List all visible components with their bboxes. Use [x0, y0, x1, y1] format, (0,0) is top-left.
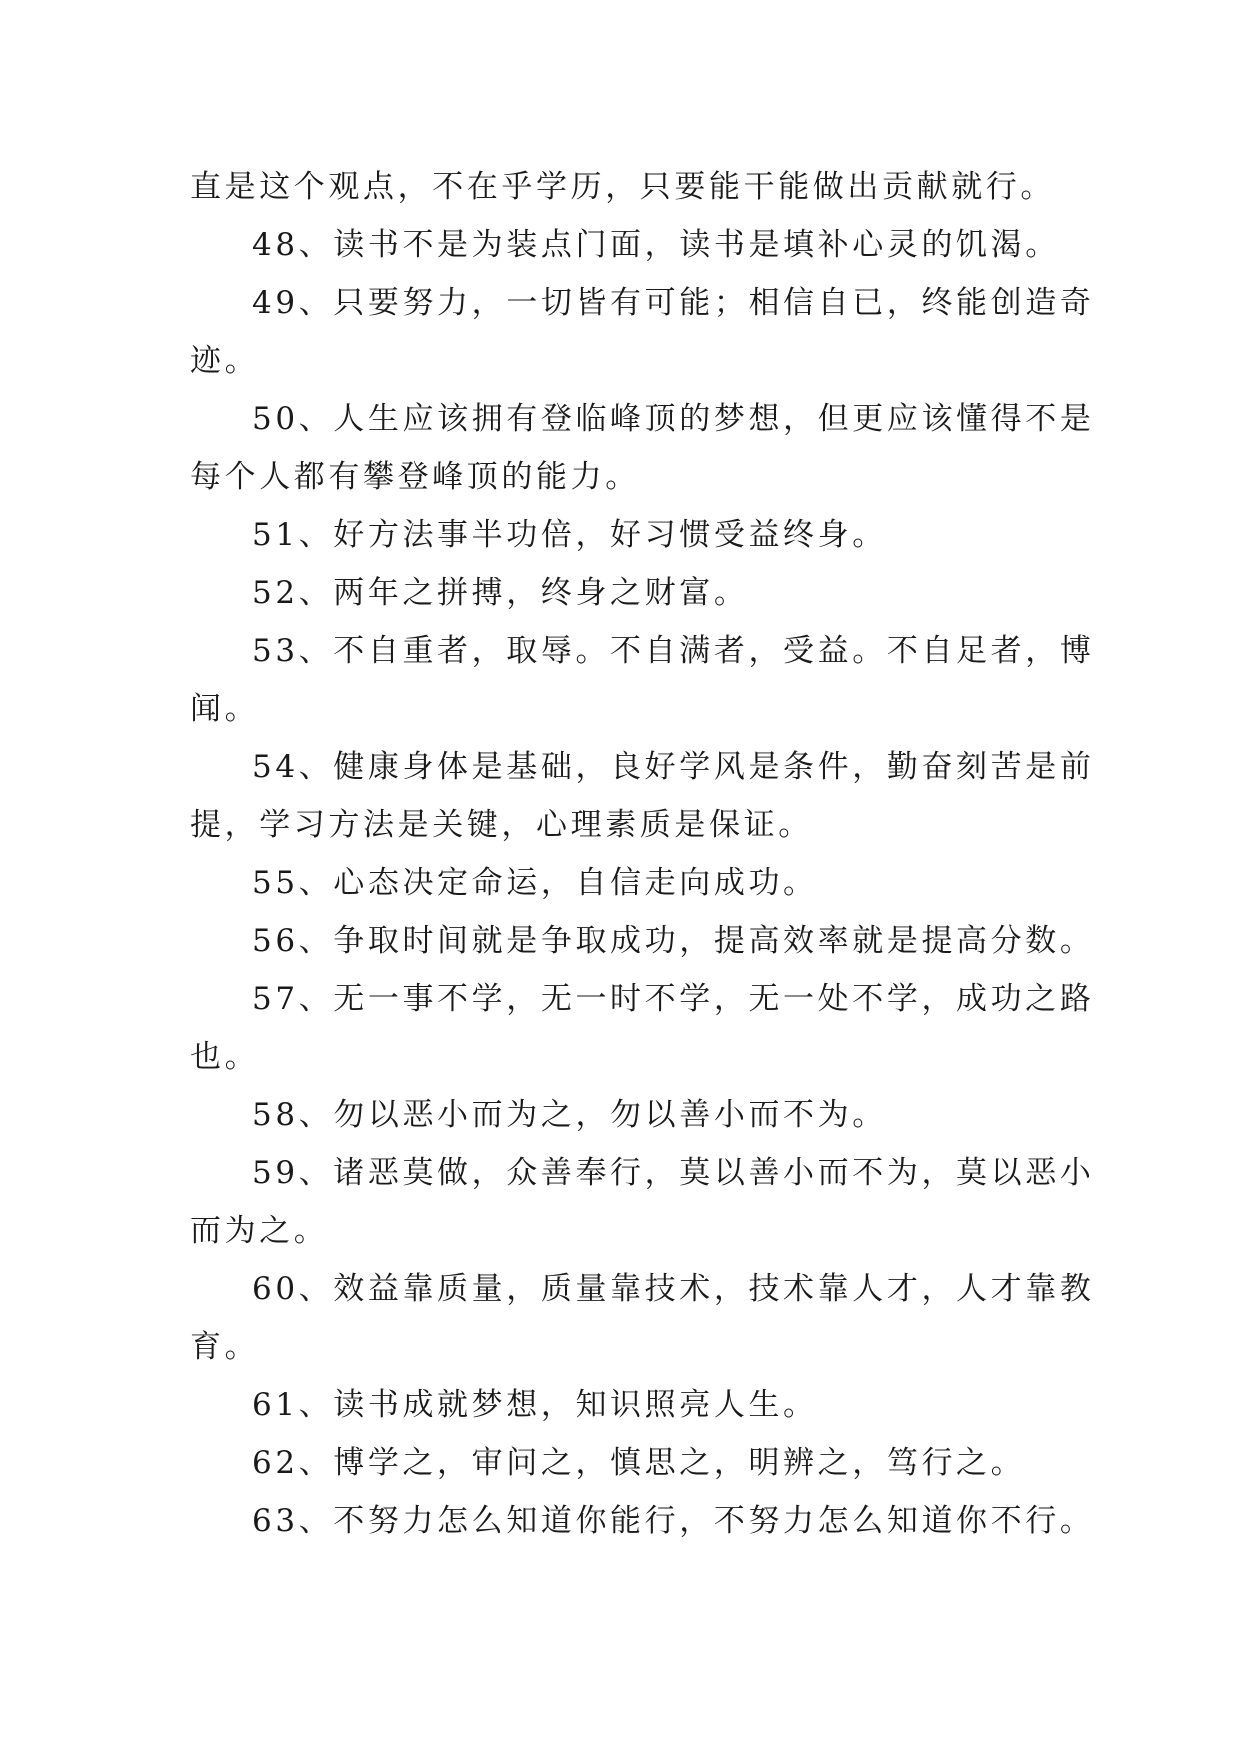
- text-line: 60、效益靠质量，质量靠技术，技术靠人才，人才靠教: [252, 1271, 1095, 1307]
- text-line: 育。: [190, 1329, 260, 1365]
- text-line: 而为之。: [190, 1213, 329, 1249]
- text-line: 53、不自重者，取辱。不自满者，受益。不自足者，博: [252, 633, 1095, 669]
- text-line: 58、勿以恶小而为之，勿以善小而不为。: [252, 1097, 887, 1133]
- text-line: 61、读书成就梦想，知识照亮人生。: [252, 1387, 818, 1423]
- text-line: 48、读书不是为装点门面，读书是填补心灵的饥渴。: [252, 227, 1060, 263]
- text-line: 直是这个观点，不在乎学历，只要能干能做出贡献就行。: [190, 169, 1055, 205]
- text-line: 提，学习方法是关键，心理素质是保证。: [190, 807, 813, 843]
- document-body: [190, 158, 1095, 1550]
- text-line: 迹。: [190, 343, 260, 379]
- text-line: 63、不努力怎么知道你能行，不努力怎么知道你不行。: [252, 1503, 1095, 1539]
- text-line: 55、心态决定命运，自信走向成功。: [252, 865, 818, 901]
- text-line: 59、诸恶莫做，众善奉行，莫以善小而不为，莫以恶小: [252, 1155, 1095, 1191]
- text-line: 56、争取时间就是争取成功，提高效率就是提高分数。: [252, 923, 1095, 959]
- text-line: 57、无一事不学，无一时不学，无一处不学，成功之路: [252, 981, 1095, 1017]
- text-line: 54、健康身体是基础，良好学风是条件，勤奋刻苦是前: [252, 749, 1095, 785]
- text-line: 闻。: [190, 691, 260, 727]
- text-line: 52、两年之拼搏，终身之财富。: [252, 575, 749, 611]
- text-line: 50、人生应该拥有登临峰顶的梦想，但更应该懂得不是: [252, 401, 1095, 437]
- text-line: 每个人都有攀登峰顶的能力。: [190, 459, 640, 495]
- text-line: 62、博学之，审问之，慎思之，明辨之，笃行之。: [252, 1445, 1026, 1481]
- text-line: 49、只要努力，一切皆有可能；相信自已，终能创造奇: [252, 285, 1095, 321]
- text-line: 51、好方法事半功倍，好习惯受益终身。: [252, 517, 887, 553]
- text-line: 也。: [190, 1039, 260, 1075]
